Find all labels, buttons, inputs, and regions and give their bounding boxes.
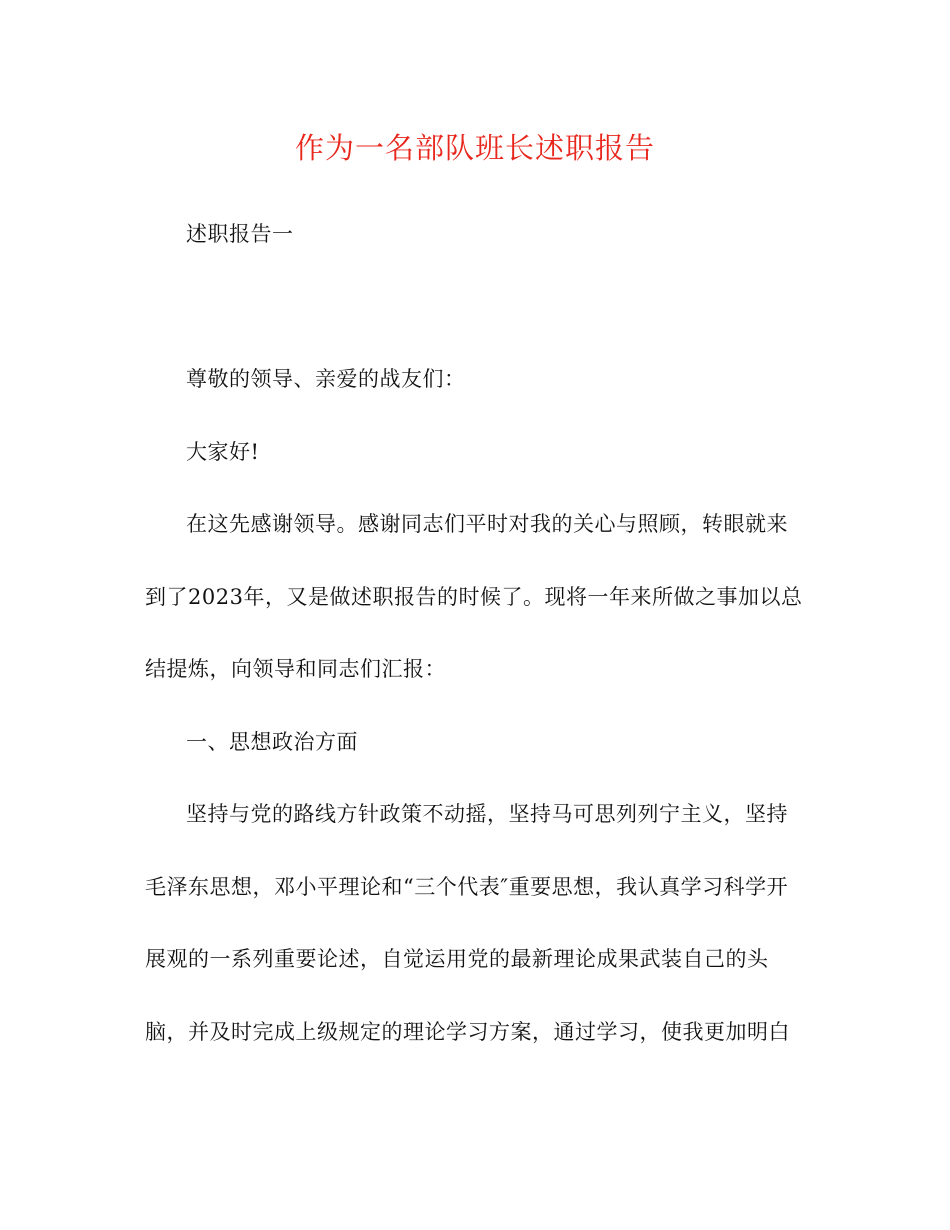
paragraph-line: 展观的一系列重要论述，自觉运用党的最新理论成果武装自己的头 (145, 947, 769, 971)
greeting-line: 大家好! (186, 440, 260, 464)
document-title: 作为一名部队班长述职报告 (294, 131, 655, 165)
paragraph-line: 在这先感谢领导。感谢同志们平时对我的关心与照顾，转眼就来 (186, 512, 788, 536)
section-heading-ideology: 一、思想政治方面 (186, 730, 358, 754)
salutation-line: 尊敬的领导、亲爱的战友们： (186, 367, 466, 391)
paragraph-line: 到了2023年，又是做述职报告的时候了。现将一年来所做之事加以总 (145, 585, 803, 609)
paragraph-line: 毛泽东思想，邓小平理论和“三个代表″重要思想，我认真学习科学开 (145, 875, 789, 899)
paragraph-line: 脑，并及时完成上级规定的理论学习方案，通过学习，使我更加明白 (145, 1020, 790, 1044)
paragraph-line: 坚持与党的路线方针政策不动摇，坚持马可思列列宁主义，坚持 (186, 802, 788, 826)
paragraph-line: 结提炼，向领导和同志们汇报： (145, 657, 446, 681)
section-heading-report-one: 述职报告一 (186, 222, 294, 246)
